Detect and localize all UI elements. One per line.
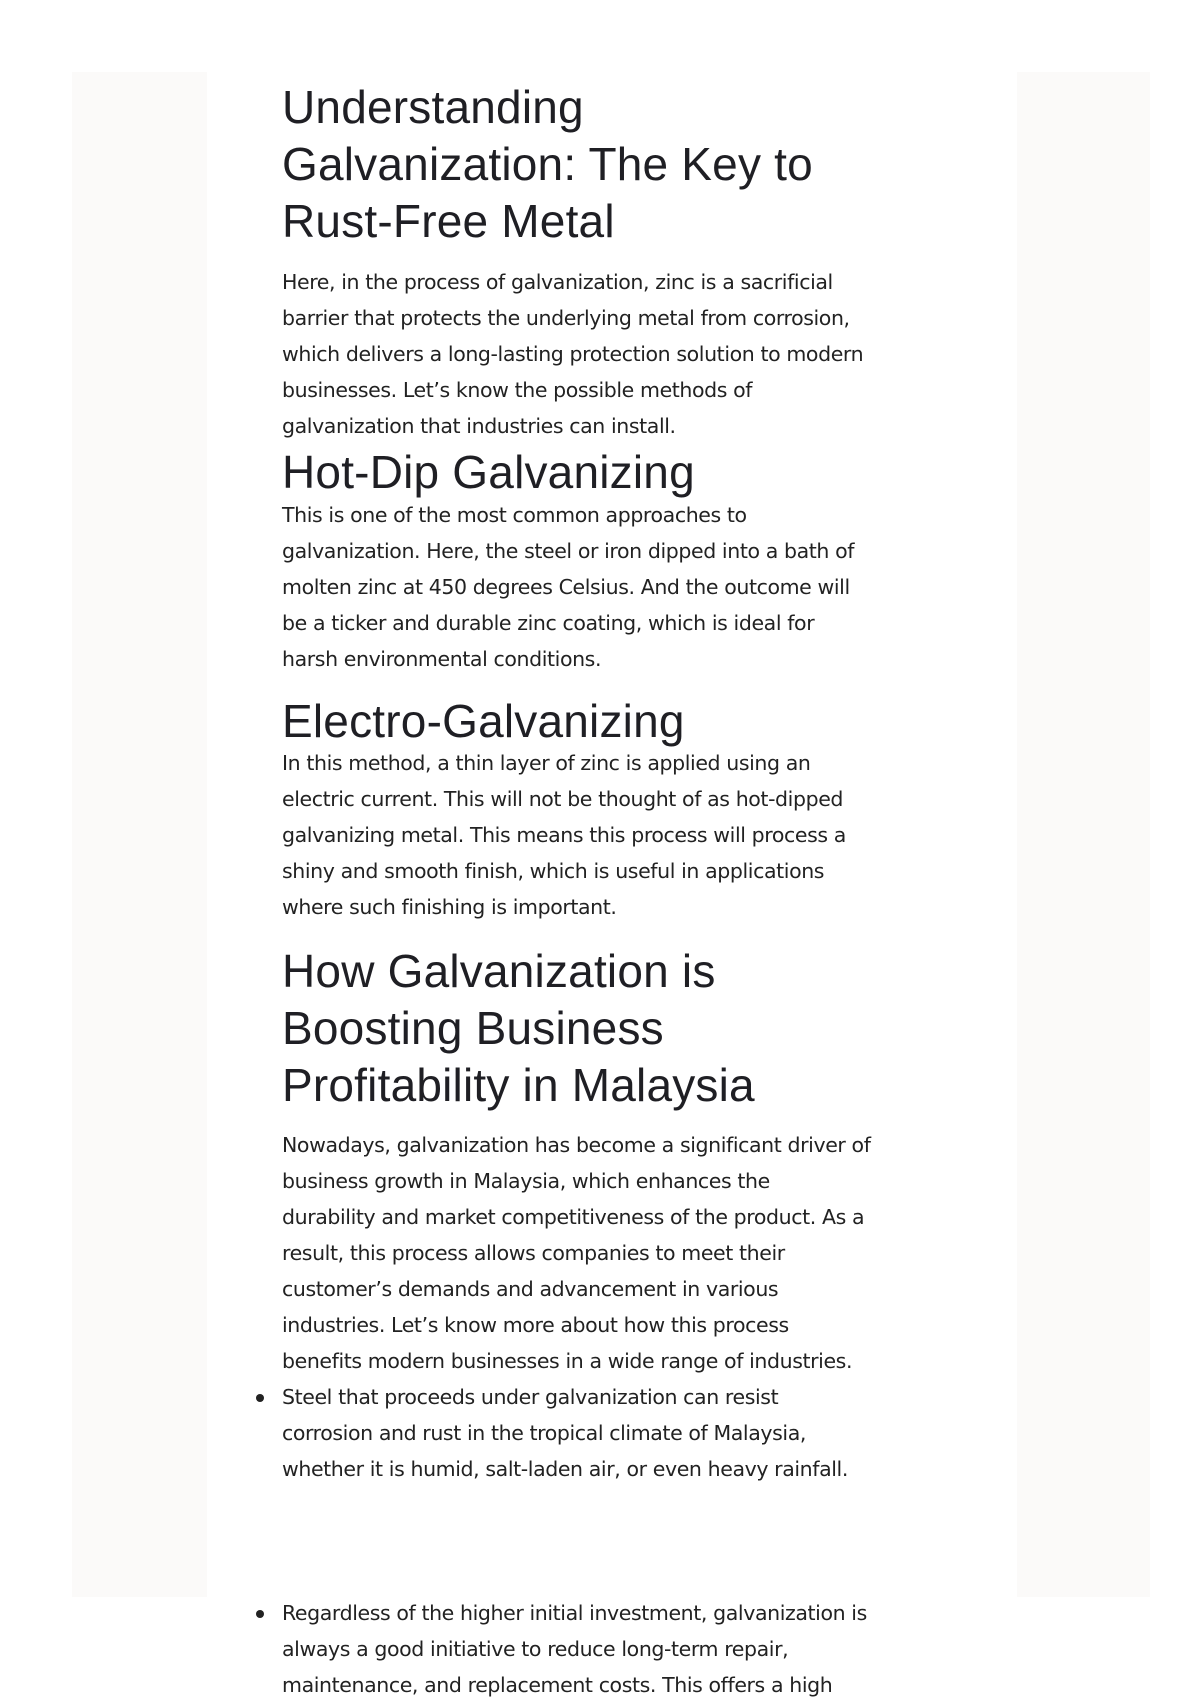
bullet-item	[282, 1595, 982, 1703]
text-line: barrier that protects the underlying metal from corrosion,	[282, 306, 850, 330]
left-margin-panel	[72, 72, 207, 1597]
bullet-item	[282, 1379, 982, 1487]
right-margin-panel	[1017, 72, 1150, 1597]
text-line: Hot-Dip Galvanizing	[282, 446, 695, 498]
text-line: where such finishing is important.	[282, 895, 617, 919]
text-line: electric current. This will not be thought of as hot-dipped	[282, 787, 844, 811]
text-line: Electro-Galvanizing	[282, 695, 685, 747]
text-line: Nowadays, galvanization has become a significant driver of	[282, 1133, 871, 1157]
text-line: Regardless of the higher initial investment, galvanization is	[282, 1601, 867, 1625]
text-line: customer’s demands and advancement in various	[282, 1277, 779, 1301]
text-line: whether it is humid, salt-laden air, or even heavy rainfall.	[282, 1457, 848, 1481]
text-line: How Galvanization is	[282, 945, 716, 997]
text-line: molten zinc at 450 degrees Celsius. And the outcome will	[282, 575, 850, 599]
text-line: This is one of the most common approaches to	[282, 503, 747, 527]
text-line: durability and market competitiveness of the product. As a	[282, 1205, 865, 1229]
heading-business-profitability	[282, 943, 982, 1114]
heading-hot-dip-galvanizing	[282, 444, 982, 501]
text-line: be a ticker and durable zinc coating, which is ideal for	[282, 611, 815, 635]
text-line: Rust-Free Metal	[282, 195, 615, 247]
bullet-dot-icon	[256, 1394, 264, 1402]
text-line: industries. Let’s know more about how this process	[282, 1313, 789, 1337]
text-line: result, this process allows companies to meet their	[282, 1241, 785, 1265]
text-line: In this method, a thin layer of zinc is applied using an	[282, 751, 811, 775]
heading-electro-galvanizing	[282, 693, 982, 750]
text-line: galvanization that industries can install.	[282, 414, 676, 438]
text-line: business growth in Malaysia, which enhances the	[282, 1169, 770, 1193]
text-line: maintenance, and replacement costs. This offers a high	[282, 1673, 833, 1697]
text-line: galvanization. Here, the steel or iron dipped into a bath of	[282, 539, 855, 563]
text-line: benefits modern businesses in a wide range of industries.	[282, 1349, 853, 1373]
text-line: Galvanization: The Key to	[282, 138, 813, 190]
paragraph-business	[282, 1127, 982, 1379]
text-line: Profitability in Malaysia	[282, 1059, 755, 1111]
text-line: harsh environmental conditions.	[282, 647, 602, 671]
text-line: galvanizing metal. This means this process will process a	[282, 823, 846, 847]
text-line: shiny and smooth finish, which is useful in applications	[282, 859, 825, 883]
bullet-dot-icon	[256, 1610, 264, 1618]
text-line: businesses. Let’s know the possible methods of	[282, 378, 753, 402]
text-line: which delivers a long-lasting protection solution to modern	[282, 342, 864, 366]
text-line: corrosion and rust in the tropical climate of Malaysia,	[282, 1421, 806, 1445]
text-line: always a good initiative to reduce long-term repair,	[282, 1637, 789, 1661]
text-line: Here, in the process of galvanization, zinc is a sacrificial	[282, 270, 833, 294]
text-line: Steel that proceeds under galvanization can resist	[282, 1385, 779, 1409]
paragraph-intro	[282, 264, 982, 444]
paragraph-hot-dip	[282, 497, 982, 677]
heading-understanding-galvanization	[282, 79, 982, 250]
text-line: Understanding	[282, 81, 584, 133]
text-line: Boosting Business	[282, 1002, 664, 1054]
paragraph-electro	[282, 745, 982, 925]
